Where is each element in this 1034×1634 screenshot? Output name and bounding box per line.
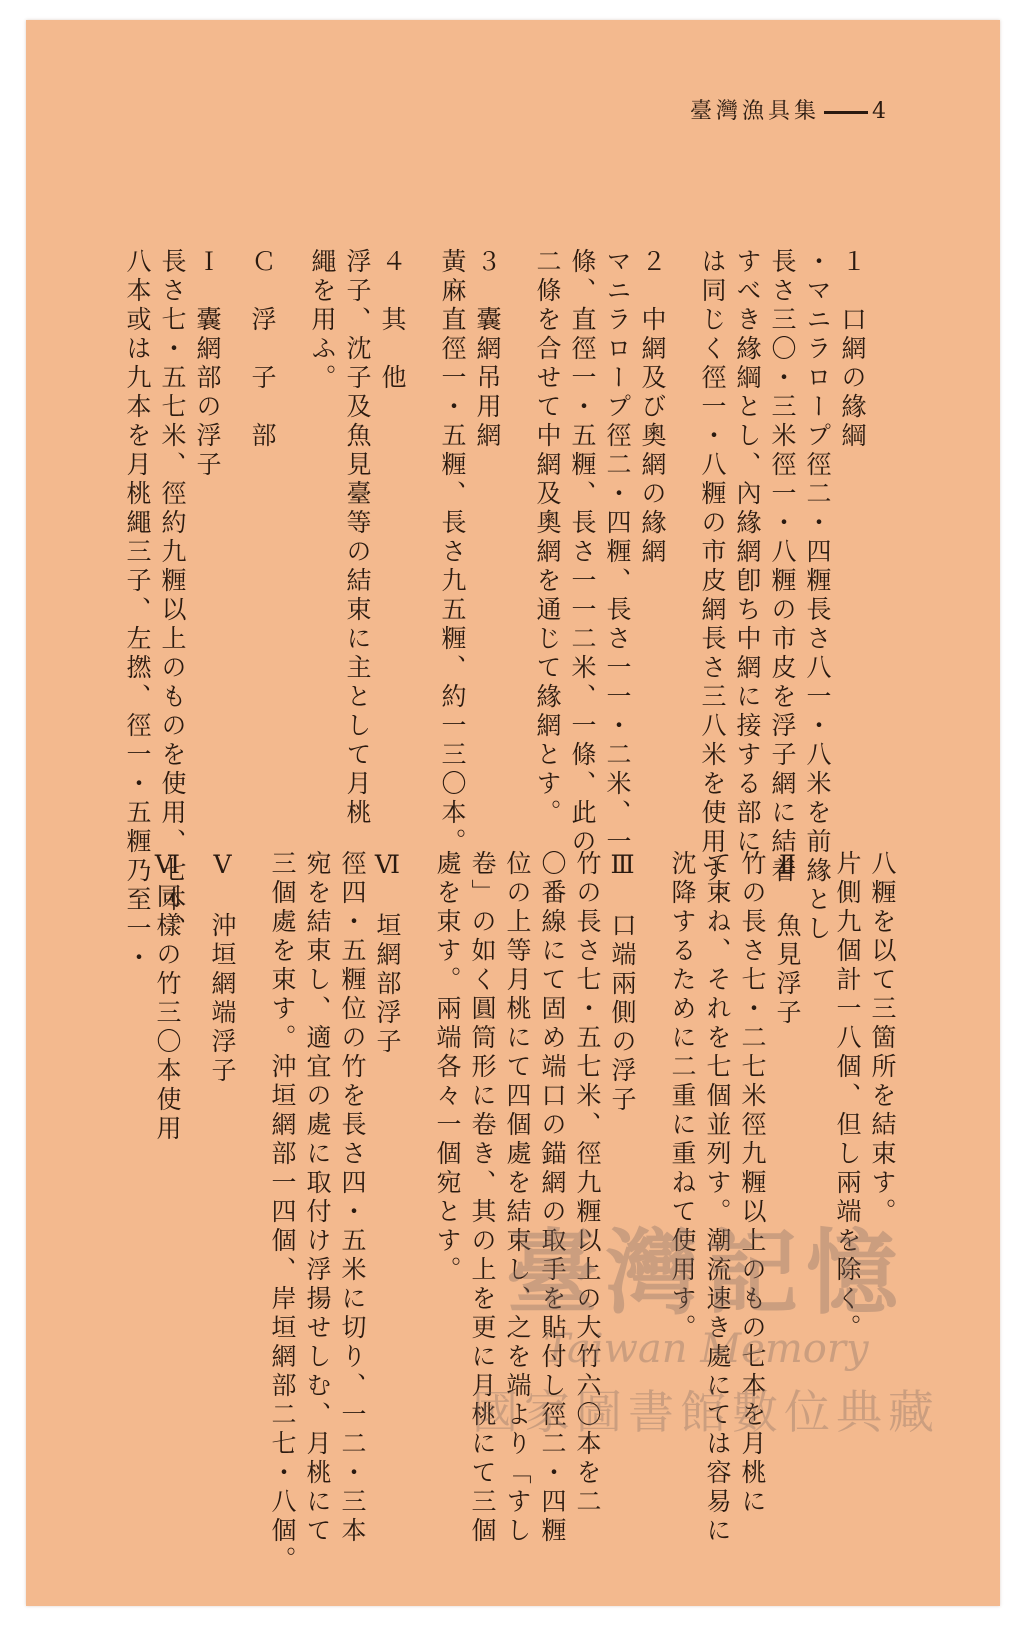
- text-column: ・マニラロープ徑二・四糎長さ八一・八米を前緣とし: [803, 248, 832, 944]
- text-column: 浮子、沈子及魚見臺等の結束に主として月桃: [343, 248, 372, 828]
- text-column: 三個處を束す。沖垣網部一四個、岸垣網部二七・八個。: [268, 850, 297, 1575]
- text-column: すべき緣綱とし、內緣網卽ち中網に接する部に: [733, 248, 762, 857]
- text-column: 八糎を以て三箇所を結束す。: [868, 850, 897, 1227]
- text-column: 竹の長さ七・二七米徑九糎以上のもの七本を月桃に: [738, 850, 767, 1517]
- text-column: Ⅴ 沖垣網端浮子: [208, 850, 237, 1086]
- text-column: 條、直徑一・五糎、長さ一一二米、一條、此の: [568, 248, 597, 857]
- text-column: 繩を用ふ。: [308, 248, 337, 393]
- text-column: Ｉ 囊網部の浮子: [193, 248, 222, 480]
- text-column: １ 口網の緣綱: [838, 248, 867, 451]
- text-column: 沈降するために二重に重ねて使用す。: [668, 850, 697, 1343]
- text-column: Ⅵ同樣の竹三〇本使用: [153, 850, 182, 1144]
- header-rule: [824, 111, 868, 114]
- text-column: て束ね、それを七個並列す。潮流速き處にては容易に: [703, 850, 732, 1546]
- text-column: ３ 囊網吊用網: [473, 248, 502, 451]
- running-title: 臺灣漁具集: [689, 99, 820, 124]
- text-column: 黃麻直徑一・五糎、長さ九五糎、約一三〇本。: [438, 248, 467, 857]
- text-column: Ⅵ 垣網部浮子: [373, 850, 402, 1057]
- text-column: 位の上等月桃にて四個處を結束し、之を端より「すし: [503, 850, 532, 1546]
- text-column: Ⅲ 口端兩側の浮子: [608, 850, 637, 1115]
- text-column: ４ 其 他: [378, 248, 407, 393]
- watermark-main: 臺灣記憶: [505, 1219, 906, 1327]
- text-column: 竹の長さ七・五七米、徑九糎以上の大竹六〇本を二: [573, 850, 602, 1517]
- text-column: 〇番線にて固め端口の錨網の取手を貼付し徑二・四糎: [538, 850, 567, 1546]
- text-column: 處を束す。兩端各々一個宛とす。: [433, 850, 462, 1285]
- text-column: 二條を合せて中網及奧網を通じて緣網とす。: [533, 248, 562, 828]
- watermark-english: Taiwan Memory: [543, 1326, 869, 1372]
- text-column: 片側九個計一八個、但し兩端を除く。: [833, 850, 862, 1343]
- text-column: Ⅱ 魚見浮子: [773, 850, 802, 1028]
- text-column: 卷」の如く圓筒形に卷き、其の上を更に月桃にて三個: [468, 850, 497, 1546]
- text-column: マニラロープ徑二・四糎、長さ一一・二米、一: [603, 248, 632, 857]
- text-column: 長さ三〇・三米徑一・八糎の市皮を浮子網に結着: [768, 248, 797, 886]
- text-column: 徑四・五糎位の竹を長さ四・五米に切り、一二・三本: [338, 850, 367, 1546]
- text-column: 長さ七・五七米、徑約九糎以上のものを使用、七本、: [158, 248, 187, 944]
- page-number: 4: [872, 99, 890, 124]
- document-page: [26, 20, 1000, 1606]
- text-column: は同じく徑一・八糎の市皮網長さ三八米を使用す。: [698, 248, 727, 915]
- running-header: [690, 94, 890, 125]
- text-column: Ｃ 浮 子 部: [248, 248, 277, 451]
- text-column: ２ 中網及び奧網の緣網: [638, 248, 667, 567]
- text-column: 宛を結束し、適宜の處に取付け浮揚せしむ、月桃にて: [303, 850, 332, 1546]
- watermark-subtitle: 國家圖書館數位典藏: [472, 1385, 940, 1439]
- text-column: 八本或は九本を月桃繩三子、左撚、徑一・五糎乃至一・: [123, 248, 152, 973]
